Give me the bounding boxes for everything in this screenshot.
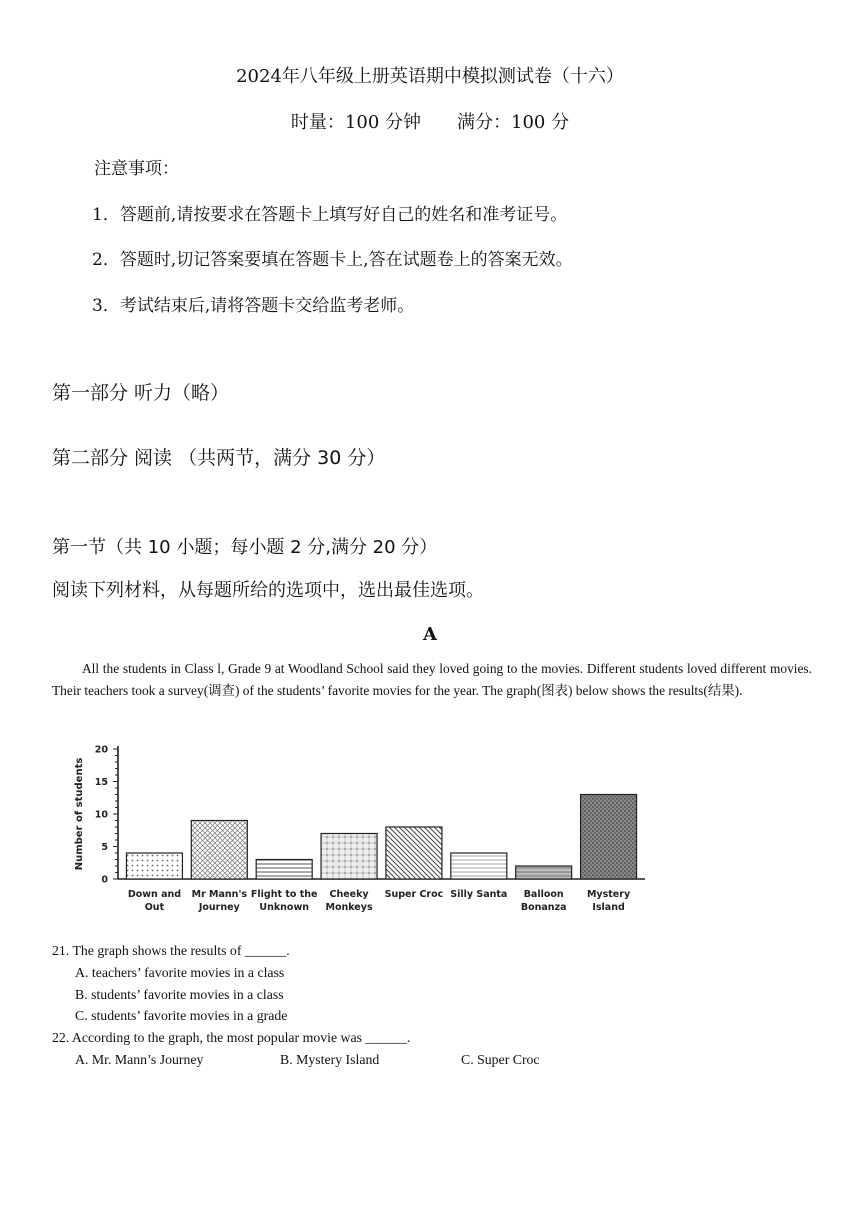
x-tick-label: Down and: [127, 889, 182, 900]
bar: [386, 827, 442, 879]
x-tick-label: Unknown: [259, 902, 309, 913]
bar: [516, 866, 572, 879]
question-stem: 21. The graph shows the results of ______.: [52, 943, 290, 958]
x-tick-label: Silly Santa: [450, 889, 508, 900]
part1-heading: 第一部分 听力（略）: [52, 382, 230, 404]
question-option: B. students’ favorite movies in a class: [75, 987, 284, 1002]
bar: [451, 853, 507, 879]
x-tick-label: Journey: [198, 902, 240, 913]
instruction: 阅读下列材料，从每题所给的选项中，选出最佳选项。: [52, 580, 484, 601]
y-tick-label: 5: [101, 842, 108, 853]
question-option: C. Super Croc: [461, 1052, 540, 1067]
bar: [126, 853, 182, 879]
y-tick-label: 0: [101, 874, 108, 886]
bar: [256, 860, 312, 880]
note-item: 1．答题前,请按要求在答题卡上填写好自己的姓名和准考证号。: [92, 205, 568, 225]
score-label: 满分：100 分: [457, 112, 570, 133]
time-label: 时量：100 分钟: [290, 112, 421, 133]
x-tick-label: Mystery: [586, 889, 631, 900]
bar: [321, 834, 377, 880]
y-tick-label: 20: [94, 744, 108, 756]
exam-title: 2024年八年级上册英语期中模拟测试卷（十六）: [236, 66, 624, 87]
x-tick-label: Bonanza: [520, 902, 567, 913]
bar: [191, 821, 247, 880]
bar: [581, 795, 637, 880]
y-tick-label: 15: [94, 777, 108, 788]
x-tick-label: Cheeky: [329, 889, 369, 900]
notes-heading: 注意事项：: [94, 159, 179, 179]
x-tick-label: Out: [144, 902, 165, 913]
note-item: 3．考试结束后,请将答题卡交给监考老师。: [92, 296, 415, 316]
part2-heading: 第二部分 阅读 （共两节，满分 30 分）: [52, 447, 386, 469]
x-tick-label: Flight to the: [250, 889, 318, 900]
x-tick-label: Monkeys: [325, 902, 373, 913]
passage-text: All the students in Class l, Grade 9 at Woodland School said they loved going to the movies. Different students loved different movies. Their teachers took a survey(调查) of the students’ favorite movies for the year. The graph(图表) below shows the results(结果).: [52, 661, 812, 698]
question-option: A. teachers’ favorite movies in a class: [75, 965, 285, 980]
x-tick-label: Island: [592, 902, 625, 913]
x-tick-label: Super Croc: [384, 889, 444, 900]
passage-label: A: [423, 624, 437, 645]
section1-heading: 第一节（共 10 小题；每小题 2 分,满分 20 分）: [52, 537, 438, 558]
question-option: B. Mystery Island: [280, 1052, 380, 1067]
question-stem: 22. According to the graph, the most popular movie was ______.: [52, 1030, 411, 1045]
note-item: 2．答题时,切记答案要填在答题卡上,答在试题卷上的答案无效。: [92, 250, 573, 270]
x-tick-label: Mr Mann's: [191, 889, 248, 900]
x-tick-label: Balloon: [523, 889, 564, 900]
bar-chart: [60, 738, 660, 918]
question-option: A. Mr. Mann’s Journey: [75, 1052, 204, 1067]
y-axis-label: Number of students: [74, 757, 85, 871]
question-option: C. students’ favorite movies in a grade: [75, 1008, 288, 1023]
exam-subtitle: [0, 108, 860, 134]
y-tick-label: 10: [94, 809, 108, 821]
